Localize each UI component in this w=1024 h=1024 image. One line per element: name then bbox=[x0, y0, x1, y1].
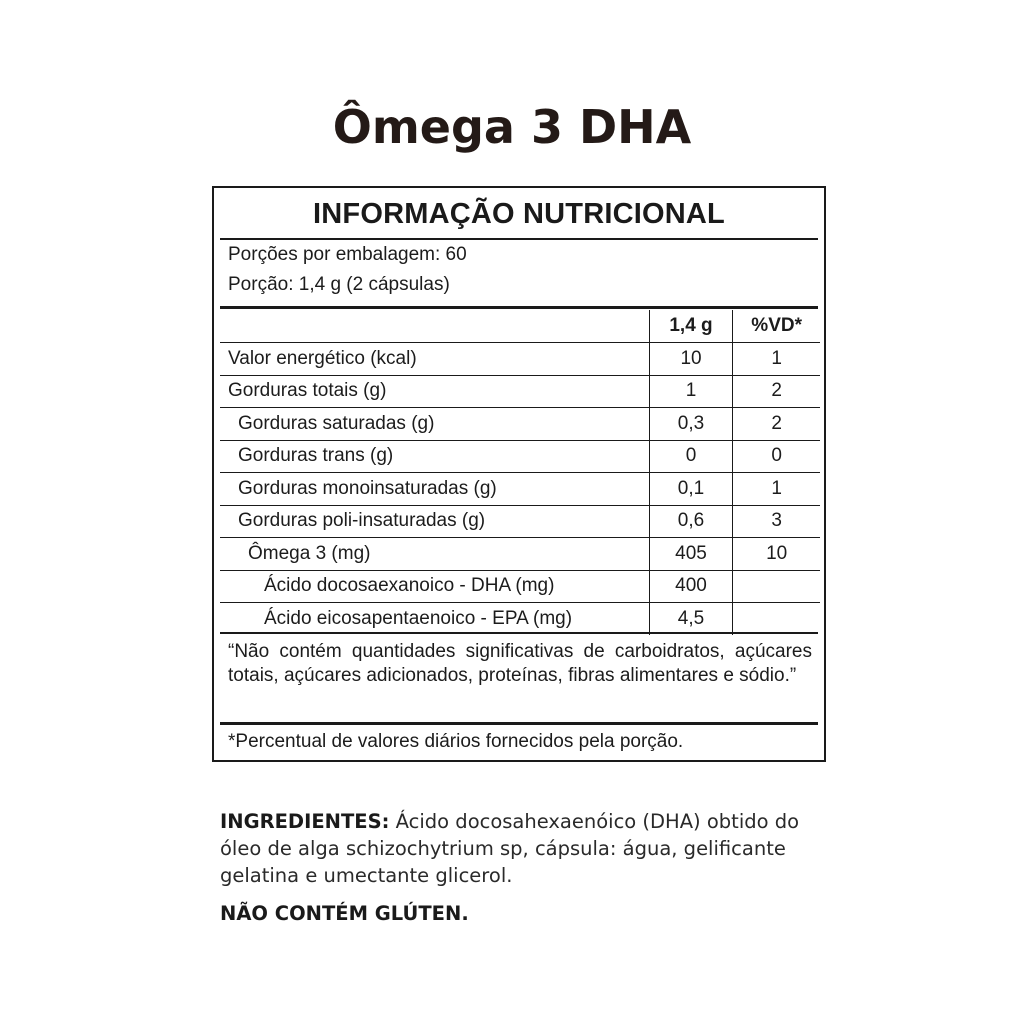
table-bottom-divider bbox=[220, 632, 818, 634]
row-dv bbox=[733, 570, 820, 603]
table-row bbox=[220, 473, 820, 506]
header-cell-dv: %VD* bbox=[733, 310, 820, 343]
table-row bbox=[220, 343, 820, 376]
table-row bbox=[220, 440, 820, 473]
table-top-divider bbox=[220, 306, 818, 309]
row-amount: 0 bbox=[649, 440, 733, 473]
table-row bbox=[220, 375, 820, 408]
dv-footnote: *Percentual de valores diários fornecidos pela porção. bbox=[228, 731, 684, 752]
row-label: Ômega 3 (mg) bbox=[220, 538, 649, 571]
row-dv: 2 bbox=[733, 375, 820, 408]
table-row bbox=[220, 408, 820, 441]
nutrition-table bbox=[220, 310, 820, 635]
row-amount: 0,1 bbox=[649, 473, 733, 506]
panel-heading: INFORMAÇÃO NUTRICIONAL bbox=[313, 198, 725, 230]
row-label: Gorduras monoinsaturadas (g) bbox=[220, 473, 649, 506]
row-dv: 1 bbox=[733, 473, 820, 506]
product-title: Ômega 3 DHA bbox=[332, 100, 692, 154]
gluten-statement: NÃO CONTÉM GLÚTEN. bbox=[220, 902, 469, 925]
row-label: Gorduras poli-insaturadas (g) bbox=[220, 505, 649, 538]
table-row bbox=[220, 505, 820, 538]
ingredients-text bbox=[220, 808, 830, 889]
row-amount: 1 bbox=[649, 375, 733, 408]
header-cell-label bbox=[220, 310, 649, 343]
ingredients-label: INGREDIENTES: bbox=[220, 810, 390, 833]
row-amount: 0,3 bbox=[649, 408, 733, 441]
nutrition-facts-panel bbox=[212, 186, 826, 762]
row-label: Ácido docosaexanoico - DHA (mg) bbox=[220, 570, 649, 603]
header-cell-amount: 1,4 g bbox=[649, 310, 733, 343]
table-row bbox=[220, 538, 820, 571]
row-dv: 0 bbox=[733, 440, 820, 473]
row-amount: 405 bbox=[649, 538, 733, 571]
row-label: Gorduras totais (g) bbox=[220, 375, 649, 408]
row-dv: 2 bbox=[733, 408, 820, 441]
table-header-row bbox=[220, 310, 820, 343]
heading-divider bbox=[220, 238, 818, 240]
row-label: Gorduras saturadas (g) bbox=[220, 408, 649, 441]
ingredients-list: Ácido docosahexaenóico (DHA) obtido do óleo de alga schizochytrium sp, cápsula: água, gelificante gelatina e umectante glicerol. bbox=[220, 810, 800, 887]
table-row bbox=[220, 603, 820, 635]
row-amount: 10 bbox=[649, 343, 733, 376]
nutrition-note: “Não contém quantidades significativas de carboidratos, açúcares totais, açúcares adicionados, proteínas, fibras alimentares e sódio.” bbox=[228, 641, 812, 686]
row-amount: 400 bbox=[649, 570, 733, 603]
row-dv: 3 bbox=[733, 505, 820, 538]
serving-size: Porção: 1,4 g (2 cápsulas) bbox=[228, 274, 450, 295]
table-row bbox=[220, 570, 820, 603]
row-dv: 10 bbox=[733, 538, 820, 571]
row-dv: 1 bbox=[733, 343, 820, 376]
row-label: Gorduras trans (g) bbox=[220, 440, 649, 473]
row-dv bbox=[733, 603, 820, 635]
row-label: Valor energético (kcal) bbox=[220, 343, 649, 376]
servings-per-package: Porções por embalagem: 60 bbox=[228, 244, 467, 265]
row-label: Ácido eicosapentaenoico - EPA (mg) bbox=[220, 603, 649, 635]
row-amount: 0,6 bbox=[649, 505, 733, 538]
row-amount: 4,5 bbox=[649, 603, 733, 635]
note-divider bbox=[220, 722, 818, 725]
